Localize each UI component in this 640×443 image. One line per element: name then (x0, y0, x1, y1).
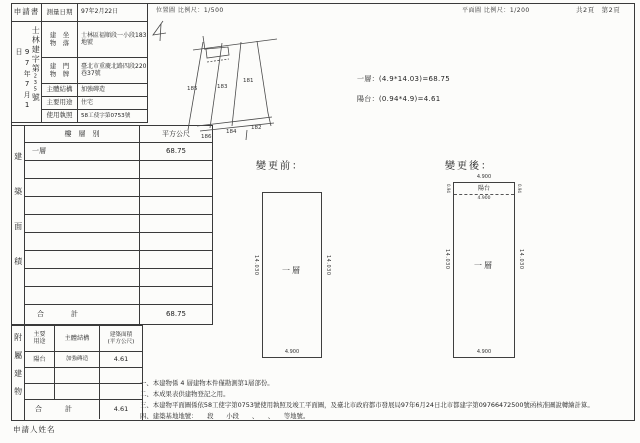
license-label: 使用執照 (42, 110, 78, 122)
accessory-use-header: 主要 用途 (25, 326, 55, 352)
case-prefix: 士林建字第 (31, 26, 41, 74)
license-value: 58工使字第0753號 (81, 112, 131, 119)
empty-row (25, 179, 140, 197)
parcel-label: 183 (217, 84, 228, 90)
empty-row (25, 287, 140, 305)
before-change-title: 變更前： (256, 161, 304, 172)
accessory-side-label: 附屬建物 (12, 326, 25, 420)
note-line: 一、本建物係 4 層建物本件僅勘測第1層部份。 (140, 379, 274, 387)
site-label: 建 坐 物 落 (42, 22, 78, 58)
use-value: 住宅 (78, 97, 147, 110)
balcony-area-formula: 陽台：(0.94*4.9)=4.61 (357, 95, 441, 103)
footnotes (140, 378, 636, 422)
structure-label: 主體結構 (42, 84, 78, 97)
case-number-cell (12, 22, 42, 122)
floor-row-label: 一層 (25, 143, 140, 161)
floor-row-area: 68.75 (140, 143, 212, 161)
site-plan-sketch (147, 16, 342, 144)
address-label: 建 門 物 牌 (42, 58, 78, 84)
area-formulas (357, 74, 450, 104)
dimension-under-balcony: 4.900 (477, 196, 491, 201)
balcony-dimension-left: 0.94 (446, 184, 451, 193)
floor-total-area: 68.75 (165, 310, 187, 319)
north-arrow-icon (153, 21, 166, 41)
case-no: 235 (32, 73, 39, 93)
floor-col-header: 樓 層 別 (25, 126, 140, 143)
room-label: 一層 (474, 260, 494, 270)
floor-total-label: 合 計 (25, 305, 140, 324)
parcel-label: 182 (251, 125, 262, 131)
parcel-label: 181 (243, 78, 254, 84)
use-label: 主要用途 (42, 97, 78, 110)
dimension-right: 14.030 (325, 255, 331, 276)
address-value: 臺北市重慶北路四段220巷37號 (78, 58, 147, 84)
balcony-dimension-right: 0.94 (517, 184, 522, 193)
empty-row (25, 384, 55, 400)
dimension-left: 14.030 (253, 255, 259, 276)
accessory-structure-header: 主體結構 (55, 326, 100, 352)
empty-row (25, 161, 140, 179)
dimension-bottom: 4.900 (284, 349, 300, 355)
room-label: 一層 (282, 266, 302, 276)
floor-area-formula: 一層：(4.9*14.03)=68.75 (357, 75, 451, 83)
case-number-vertical (31, 24, 40, 120)
application-date-vertical: 97年7月1日 (15, 48, 32, 112)
after-change-title: 變更後： (445, 161, 493, 172)
accessory-row-structure: 加強磚造 (55, 352, 100, 368)
dimension-top: 4.900 (476, 174, 492, 180)
dimension-left: 14.030 (444, 249, 450, 270)
note-line: 三、本建物平面圖係依58工使字第0753號使用執照及竣工平面圖，及臺北市政府都市發展局97年6月24日北市都建字第09766472500號函核准圖說轉繪計算。 (140, 401, 594, 409)
parcel-label: 184 (226, 129, 237, 135)
sheet-number: 共2頁 第2頁 (576, 6, 621, 14)
parcel-label: 185 (187, 86, 198, 92)
empty-row (25, 215, 140, 233)
accessory-row-area: 4.61 (100, 352, 142, 368)
dimension-bottom: 4.900 (476, 349, 492, 355)
empty-row (25, 269, 140, 287)
area-col-header: 平方公尺 (140, 126, 212, 143)
floor-area-side-label: 建築面積 (12, 126, 25, 324)
accessory-total-area: 4.61 (113, 404, 129, 413)
balcony-strip: 陽台 (454, 183, 514, 195)
site-plan-caption: 位置圖 比例尺：1/500 (156, 7, 224, 14)
note-line: 二、本成果表供建物登記之用。 (140, 390, 230, 398)
note-line: 四、建築基地地號： 段 小段 、 、 等地號。 (140, 412, 310, 420)
form-title: 申請書 (12, 4, 42, 22)
after-change-floorplan (444, 174, 524, 358)
parcel-boundary-lines (188, 36, 277, 140)
parcel-label: 186 (201, 134, 212, 140)
structure-value: 加強磚造 (78, 84, 147, 97)
dimension-right: 14.030 (518, 249, 524, 270)
case-suffix: 號 (31, 93, 41, 103)
floor-plan-caption: 平面圖 比例尺：1/200 (462, 7, 530, 14)
floor-area-table (11, 125, 213, 325)
survey-date-label: 測量日期 (42, 4, 78, 22)
accessory-row-use: 陽台 (25, 352, 55, 368)
applicant-name-label: 申請人姓名 (13, 425, 56, 434)
site-value: 士林區福順段一小段183地號 (78, 22, 147, 58)
survey-date-value: 97年2月22日 (78, 4, 147, 22)
accessory-area-header: 建築面積 (平方公尺) (100, 326, 142, 352)
accessory-building-table (11, 325, 143, 421)
empty-row (25, 251, 140, 269)
empty-row (25, 197, 140, 215)
accessory-total-label: 合 計 (25, 400, 100, 419)
application-info-table (11, 3, 148, 123)
empty-row (25, 233, 140, 251)
empty-row (25, 368, 55, 384)
before-change-floorplan (253, 192, 331, 358)
